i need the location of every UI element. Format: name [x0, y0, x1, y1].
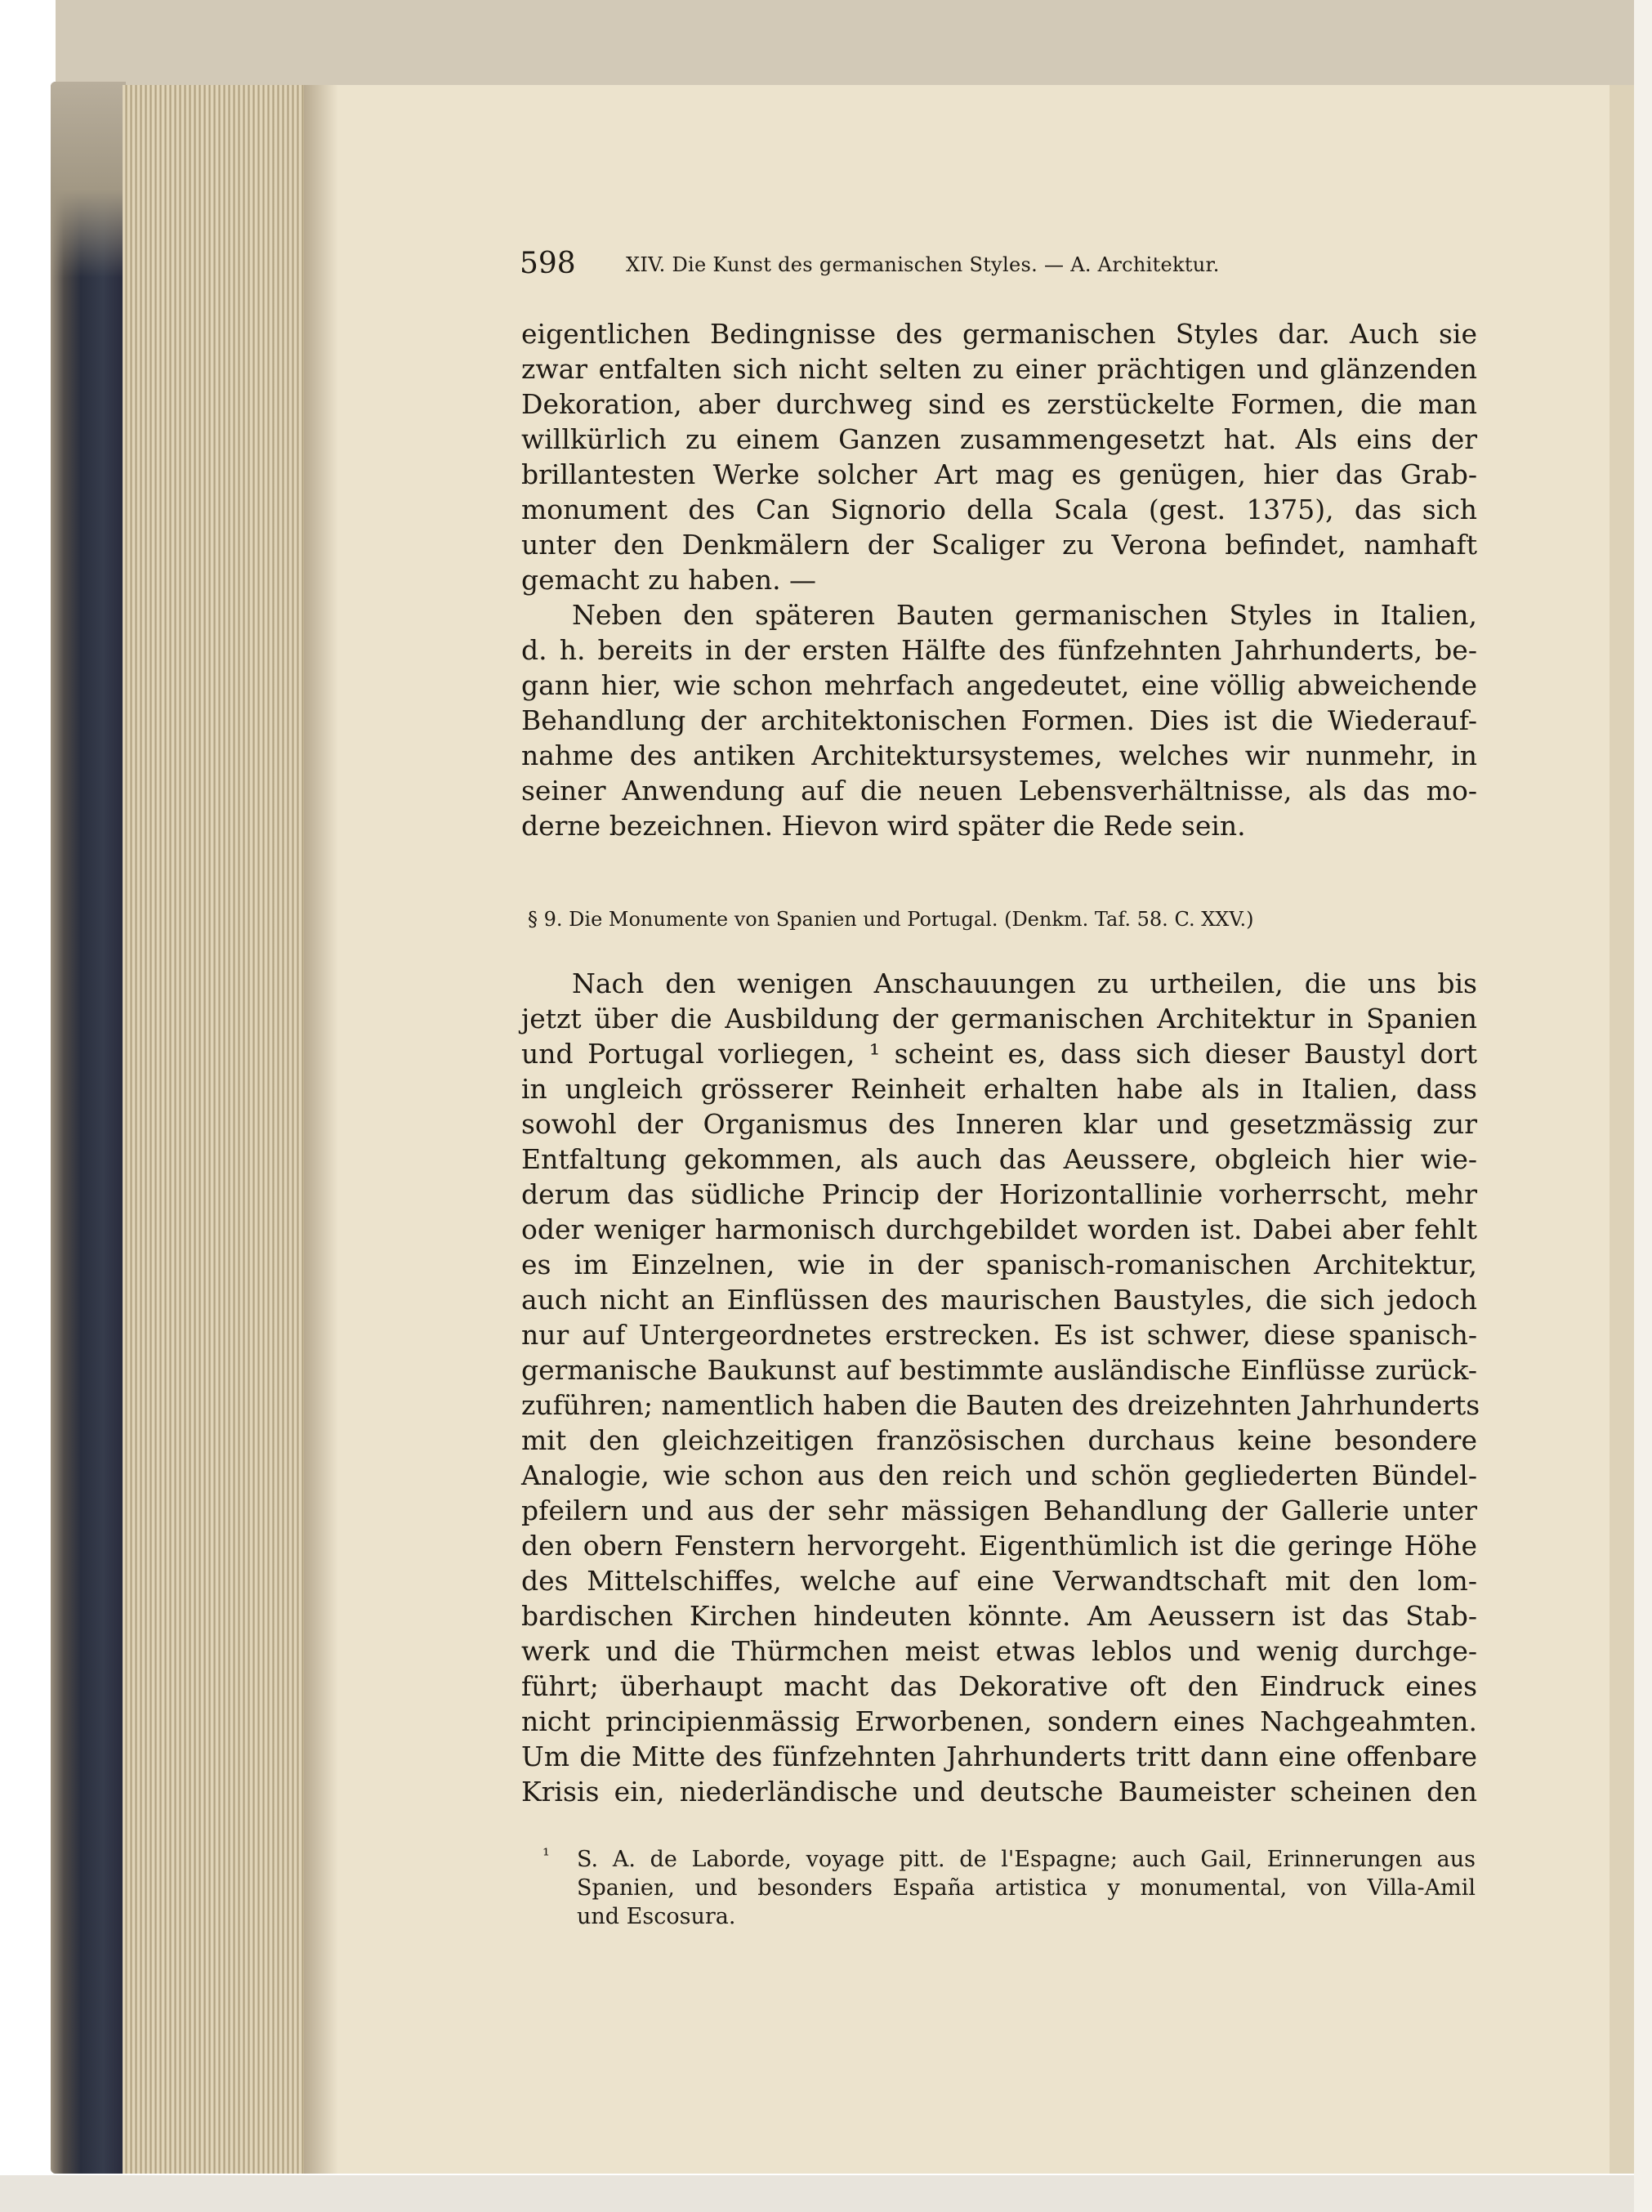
- text-line: seiner Anwendung auf die neuen Lebensverhältnisse, als das mo-: [521, 775, 1477, 807]
- text-line: derne bezeichnen. Hievon wird später die Rede sein.: [521, 810, 1246, 842]
- text-line: willkürlich zu einem Ganzen zusammengesetzt hat. Als eins der: [521, 423, 1477, 455]
- text-line: eigentlichen Bedingnisse des germanischen Styles dar. Auch sie: [521, 318, 1477, 350]
- running-header: [520, 245, 1386, 283]
- text-line: pfeilern und aus der sehr mässigen Behandlung der Gallerie unter: [521, 1495, 1477, 1526]
- text-line: gemacht zu haben. —: [521, 564, 817, 596]
- text-line: nur auf Untergeordnetes erstrecken. Es ist schwer, diese spanisch-: [521, 1319, 1477, 1351]
- text-line: germanische Baukunst auf bestimmte ausländische Einflüsse zurück-: [521, 1354, 1477, 1386]
- text-line: es im Einzelnen, wie in der spanisch-romanischen Architektur,: [521, 1249, 1477, 1280]
- text-line: sowohl der Organismus des Inneren klar und gesetzmässig zur: [521, 1108, 1477, 1140]
- text-line: Krisis ein, niederländische und deutsche Baumeister scheinen den: [521, 1776, 1477, 1808]
- text-line: werk und die Thürmchen meist etwas leblos und wenig durchge-: [521, 1635, 1477, 1667]
- footnote-line: S. A. de Laborde, voyage pitt. de l'Espagne; auch Gail, Erinnerungen aus: [577, 1847, 1476, 1872]
- text-line: Behandlung der architektonischen Formen. Dies ist die Wiederauf-: [521, 704, 1477, 736]
- text-line: brillantesten Werke solcher Art mag es genügen, hier das Grab-: [521, 458, 1477, 490]
- text-line: führt; überhaupt macht das Dekorative oft den Eindruck eines: [521, 1670, 1477, 1702]
- text-line: d. h. bereits in der ersten Hälfte des fünfzehnten Jahrhunderts, be-: [521, 634, 1477, 666]
- text-line: Analogie, wie schon aus den reich und schön gegliederten Bündel-: [521, 1459, 1477, 1491]
- text-line: den obern Fenstern hervorgeht. Eigenthümlich ist die geringe Höhe: [521, 1530, 1477, 1562]
- text-line: Entfaltung gekommen, als auch das Aeussere, obgleich hier wie-: [521, 1143, 1477, 1175]
- text-line: auch nicht an Einflüssen des maurischen Baustyles, die sich jedoch: [521, 1284, 1477, 1316]
- text-line: monument des Can Signorio della Scala (gest. 1375), das sich: [521, 494, 1477, 525]
- text-line: oder weniger harmonisch durchgebildet worden ist. Dabei aber fehlt: [521, 1213, 1477, 1245]
- text-line: bardischen Kirchen hindeuten könnte. Am Aeussern ist das Stab-: [521, 1600, 1477, 1632]
- section-heading: § 9. Die Monumente von Spanien und Portugal. (Denkm. Taf. 58. C. XXV.): [528, 908, 1254, 931]
- text-line: nicht principienmässig Erworbenen, sondern eines Nachgeahmten.: [521, 1705, 1477, 1737]
- footnote-line: Spanien, und besonders España artistica y monumental, von Villa-Amil: [577, 1875, 1476, 1901]
- text-line: derum das südliche Princip der Horizontallinie vorherrscht, mehr: [521, 1178, 1477, 1210]
- text-line: Nach den wenigen Anschauungen zu urtheilen, die uns bis: [572, 967, 1477, 999]
- running-title: XIV. Die Kunst des germanischen Styles. — A. Architektur.: [626, 253, 1220, 276]
- text-line: gann hier, wie schon mehrfach angedeutet, eine völlig abweichende: [521, 669, 1477, 701]
- page-number: 598: [520, 247, 576, 280]
- text-line: zuführen; namentlich haben die Bauten des dreizehnten Jahrhunderts: [521, 1389, 1480, 1421]
- text-line: Neben den späteren Bauten germanischen Styles in Italien,: [572, 599, 1477, 631]
- text-line: mit den gleichzeitigen französischen durchaus keine besondere: [521, 1424, 1477, 1456]
- text-line: unter den Denkmälern der Scaliger zu Verona befindet, namhaft: [521, 529, 1477, 561]
- text-line: und Portugal vorliegen, ¹ scheint es, dass sich dieser Baustyl dort: [521, 1038, 1477, 1070]
- text-line: Um die Mitte des fünfzehnten Jahrhunderts tritt dann eine offenbare: [521, 1741, 1477, 1772]
- text-line: zwar entfalten sich nicht selten zu einer prächtigen und glänzenden: [521, 353, 1477, 385]
- text-line: in ungleich grösserer Reinheit erhalten habe als in Italien, dass: [521, 1073, 1477, 1105]
- footnote-marker: ¹: [542, 1846, 550, 1866]
- text-line: Dekoration, aber durchweg sind es zerstückelte Formen, die man: [521, 388, 1477, 420]
- text-line: jetzt über die Ausbildung der germanischen Architektur in Spanien: [521, 1003, 1477, 1035]
- footnote-line: und Escosura.: [577, 1904, 736, 1929]
- text-line: nahme des antiken Architektursystemes, welches wir nunmehr, in: [521, 740, 1477, 771]
- text-line: des Mittelschiffes, welche auf eine Verwandtschaft mit den lom-: [521, 1565, 1477, 1597]
